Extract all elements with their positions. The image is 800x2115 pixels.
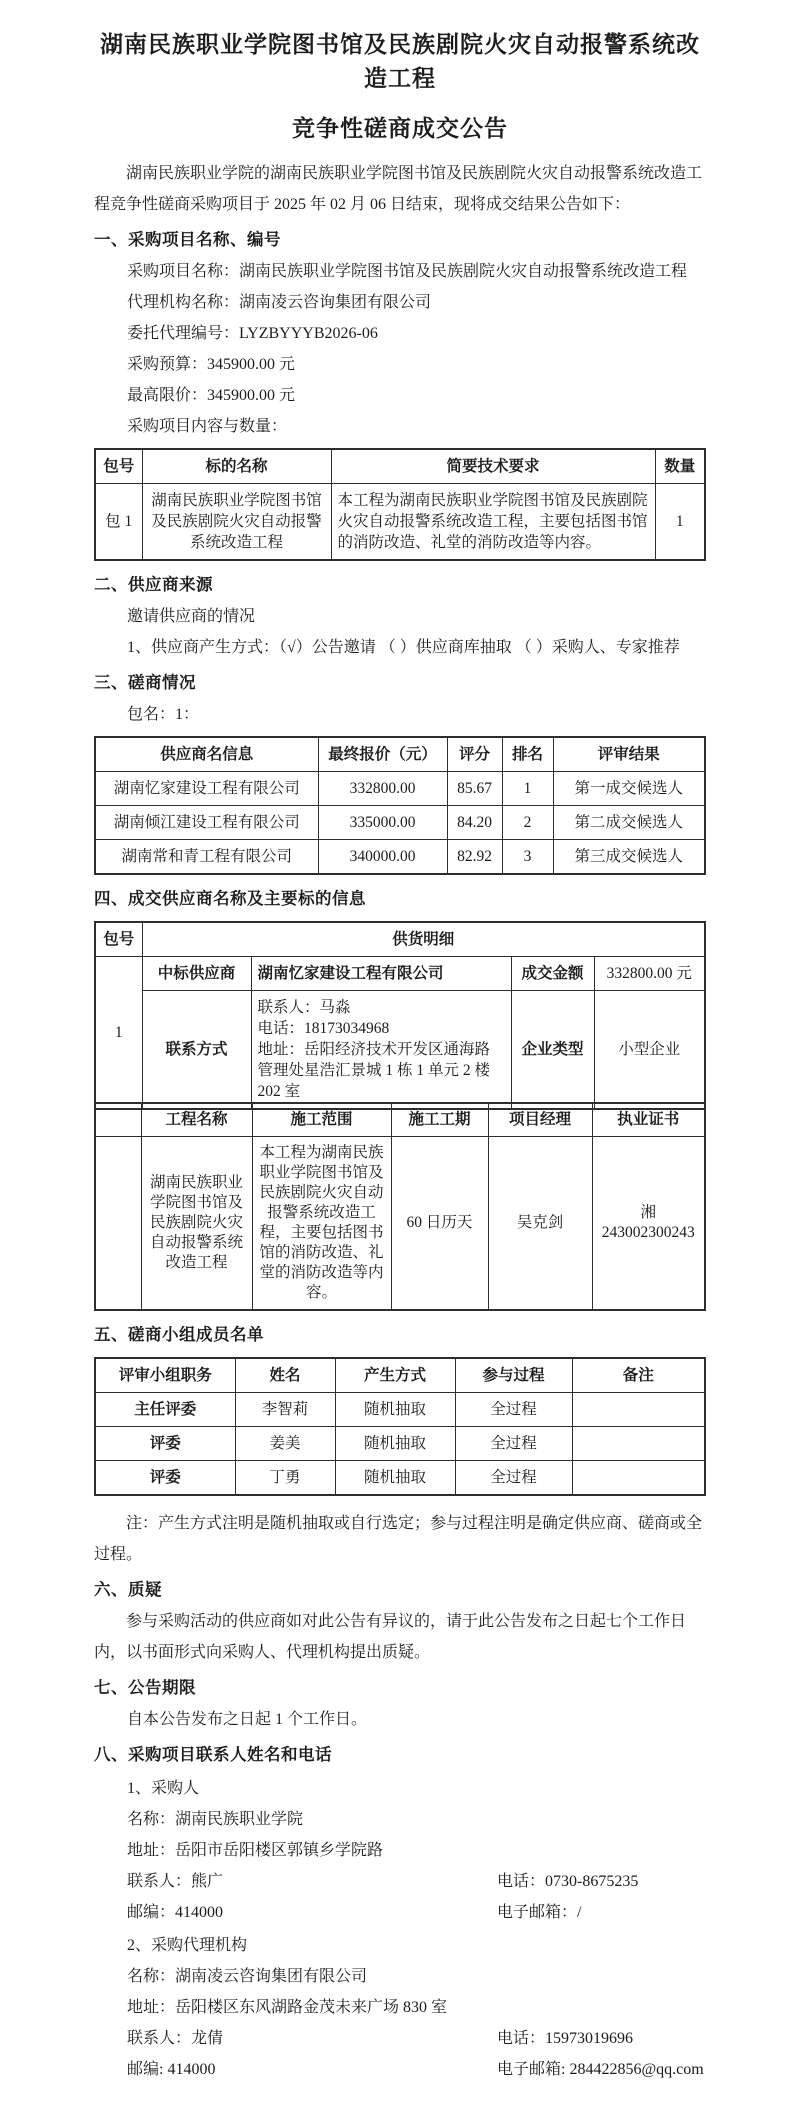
- winner-label: 中标供应商: [142, 957, 251, 991]
- project-name-line: 采购项目名称：湖南民族职业学院图书馆及民族剧院火灾自动报警系统改造工程: [127, 263, 688, 280]
- cell-price: 332800.00: [318, 772, 447, 806]
- section4-heading: 四、成交供应商名称及主要标的信息: [94, 889, 366, 908]
- cell-supplier: 湖南常和青工程有限公司: [95, 840, 318, 875]
- query-paragraph: 参与采购活动的供应商如对此公告有异议的，请于此公告发布之日起七个工作日内，以书面形式向采购人、代理机构提出质疑。: [94, 1613, 687, 1661]
- col-header-score: 评分: [447, 737, 502, 772]
- table-row: [95, 772, 705, 806]
- cell-certificate: 湘243002300243: [592, 1137, 705, 1311]
- cell-score: 84.20: [447, 806, 502, 840]
- table-row: [95, 840, 705, 875]
- project-content-table: [94, 448, 706, 561]
- cell-score: 85.67: [447, 772, 502, 806]
- table-cell-package: 包 1: [95, 484, 142, 561]
- col-header-requirements: 简要技术要求: [331, 449, 655, 484]
- table-header-row: [95, 922, 705, 957]
- table-cell-subject: 湖南民族职业学院图书馆及民族剧院火灾自动报警系统改造工程: [142, 484, 331, 561]
- table-row: [95, 1393, 705, 1427]
- col-header-remark: 备注: [572, 1358, 705, 1393]
- cell-price: 335000.00: [318, 806, 447, 840]
- table-row: [95, 991, 705, 1110]
- purchaser-name: 名称：湖南民族职业学院: [127, 1811, 304, 1828]
- table-row: [95, 957, 705, 991]
- amount-value: 332800.00 元: [594, 957, 705, 991]
- table-row: [95, 1461, 705, 1496]
- section1-heading: 一、采购项目名称、编号: [94, 230, 281, 249]
- contact-row-right: [497, 1992, 706, 2023]
- col-header-duration: 施工工期: [391, 1103, 488, 1137]
- agency-zip: 邮编: 414000: [127, 2061, 216, 2078]
- agency-contact-block: [94, 1930, 706, 2085]
- enterprise-type-value: 小型企业: [594, 991, 705, 1110]
- cell-price: 340000.00: [318, 840, 447, 875]
- table-header-row: [95, 449, 705, 484]
- intro-paragraph: 湖南民族职业学院的湖南民族职业学院图书馆及民族剧院火灾自动报警系统改造工程竞争性磋商采购项目于 2025 年 02 月 06 日结束，现将成交结果公告如下：: [94, 165, 703, 213]
- col-header-rank: 排名: [502, 737, 553, 772]
- agency-email: 电子邮箱: 284422856@qq.com: [497, 2061, 704, 2078]
- col-header-supply-detail: 供货明细: [142, 922, 705, 957]
- amount-label: 成交金额: [511, 957, 594, 991]
- col-header-participation: 参与过程: [455, 1358, 572, 1393]
- winner-name: 湖南忆家建设工程有限公司: [251, 957, 511, 991]
- col-header-certificate: 执业证书: [592, 1103, 705, 1137]
- announcement-period-line: 自本公告发布之日起 1 个工作日。: [127, 1711, 368, 1728]
- col-header-selection-method: 产生方式: [335, 1358, 455, 1393]
- cell-supplier: 湖南倾江建设工程有限公司: [95, 806, 318, 840]
- contact-address: 地址：岳阳经济技术开发区通海路管理处星浩汇景城 1 栋 1 单元 2 楼 202 室: [257, 1041, 491, 1100]
- cell-participation: 全过程: [455, 1461, 572, 1496]
- contact-row: [94, 2023, 706, 2054]
- agency-phone: 电话：15973019696: [497, 2030, 634, 2047]
- document-title-line2: 竞争性磋商成交公告: [292, 116, 508, 142]
- cell-result: 第二成交候选人: [553, 806, 705, 840]
- cell-remark: [572, 1461, 705, 1496]
- contact-row-right: [497, 1961, 706, 1992]
- agency-name: 名称：湖南凌云咨询集团有限公司: [127, 1968, 368, 1985]
- col-header-quantity: 数量: [655, 449, 705, 484]
- contact-row: [94, 1897, 706, 1928]
- winner-info-table: [94, 921, 706, 1110]
- col-header-review-result: 评审结果: [553, 737, 705, 772]
- panel-note: 注：产生方式注明是随机抽取或自行选定；参与过程注明是确定供应商、磋商或全过程。: [94, 1515, 703, 1563]
- package-name-line: 包名：1：: [127, 706, 200, 723]
- col-header-package: 包号: [95, 922, 142, 957]
- cell-method: 随机抽取: [335, 1461, 455, 1496]
- review-panel-table: [94, 1357, 706, 1496]
- cell-role: 评委: [95, 1427, 235, 1461]
- cell-result: 第一成交候选人: [553, 772, 705, 806]
- budget-line: 采购预算：345900.00 元: [127, 356, 296, 373]
- cell-project-name: 湖南民族职业学院图书馆及民族剧院火灾自动报警系统改造工程: [141, 1137, 252, 1311]
- cell-participation: 全过程: [455, 1427, 572, 1461]
- table-row: [95, 806, 705, 840]
- section5-heading: 五、磋商小组成员名单: [94, 1325, 264, 1344]
- table-row: [95, 484, 705, 561]
- section6-heading: 六、质疑: [94, 1580, 162, 1599]
- cell-supplier: 湖南忆家建设工程有限公司: [95, 772, 318, 806]
- contact-row: [94, 1992, 706, 2023]
- cell-method: 随机抽取: [335, 1427, 455, 1461]
- cell-empty: [95, 1103, 141, 1137]
- contact-label: 联系方式: [142, 991, 251, 1110]
- purchaser-phone: 电话：0730-8675235: [497, 1873, 639, 1890]
- cell-result: 第三成交候选人: [553, 840, 705, 875]
- negotiation-result-table: [94, 736, 706, 875]
- contact-row: [94, 1835, 706, 1866]
- col-header-supplier: 供应商名信息: [95, 737, 318, 772]
- section7-heading: 七、公告期限: [94, 1678, 196, 1697]
- cell-role: 评委: [95, 1461, 235, 1496]
- cell-name: 姜美: [235, 1427, 335, 1461]
- col-header-manager: 项目经理: [488, 1103, 592, 1137]
- cell-role: 主任评委: [95, 1393, 235, 1427]
- cell-package-number: 1: [95, 957, 142, 1110]
- agency-contact-person: 联系人：龙倩: [127, 2030, 224, 2047]
- cell-rank: 1: [502, 772, 553, 806]
- contact-phone: 电话：18173034968: [257, 1020, 390, 1037]
- section3-heading: 三、磋商情况: [94, 673, 196, 692]
- project-detail-table: [94, 1102, 706, 1311]
- table-header-row: [95, 737, 705, 772]
- content-quantity-label: 采购项目内容与数量：: [127, 418, 288, 435]
- cell-score: 82.92: [447, 840, 502, 875]
- cell-remark: [572, 1393, 705, 1427]
- cell-name: 丁勇: [235, 1461, 335, 1496]
- purchaser-address: 地址：岳阳市岳阳楼区郭镇乡学院路: [127, 1842, 384, 1859]
- agency-name-line: 代理机构名称：湖南凌云咨询集团有限公司: [127, 294, 432, 311]
- col-header-role: 评审小组职务: [95, 1358, 235, 1393]
- cell-scope: 本工程为湖南民族职业学院图书馆及民族剧院火灾自动报警系统改造工程，主要包括图书馆的消防改造、礼堂的消防改造等内容。: [252, 1137, 391, 1311]
- contact-row: [94, 1866, 706, 1897]
- table-cell-quantity: 1: [655, 484, 705, 561]
- cell-empty: [95, 1137, 141, 1311]
- cell-remark: [572, 1427, 705, 1461]
- section2-heading: 二、供应商来源: [94, 575, 213, 594]
- cell-rank: 2: [502, 806, 553, 840]
- section8-heading: 八、采购项目联系人姓名和电话: [94, 1745, 332, 1764]
- cell-manager: 吴克剑: [488, 1137, 592, 1311]
- cell-duration: 60 日历天: [391, 1137, 488, 1311]
- max-price-line: 最高限价：345900.00 元: [127, 387, 296, 404]
- enterprise-type-label: 企业类型: [511, 991, 594, 1110]
- cell-method: 随机抽取: [335, 1393, 455, 1427]
- table-header-row: [95, 1358, 705, 1393]
- contact-row-right: [497, 1804, 706, 1835]
- contact-row: [94, 2054, 706, 2085]
- col-header-name: 姓名: [235, 1358, 335, 1393]
- purchaser-contact-block: [94, 1773, 706, 1928]
- col-header-package: 包号: [95, 449, 142, 484]
- cell-rank: 3: [502, 840, 553, 875]
- table-row: [95, 1137, 705, 1311]
- contact-row: [94, 1961, 706, 1992]
- col-header-subject: 标的名称: [142, 449, 331, 484]
- supplier-source-line: 1、供应商产生方式：（√）公告邀请 （ ）供应商库抽取 （ ）采购人、专家推荐: [127, 639, 680, 656]
- col-header-project-name: 工程名称: [141, 1103, 252, 1137]
- cell-participation: 全过程: [455, 1393, 572, 1427]
- contact-row: [94, 1804, 706, 1835]
- contact-details: [251, 991, 511, 1110]
- agency-ref-line: 委托代理编号：LYZBYYYB2026-06: [127, 325, 378, 342]
- purchaser-contact-person: 联系人：熊广: [127, 1873, 224, 1890]
- contact-row-right: [497, 1835, 706, 1866]
- table-cell-requirements: 本工程为湖南民族职业学院图书馆及民族剧院火灾自动报警系统改造工程，主要包括图书馆的消防改造、礼堂的消防改造等内容。: [331, 484, 655, 561]
- purchaser-email: 电子邮箱：/: [497, 1904, 582, 1921]
- purchaser-zip: 邮编：414000: [127, 1904, 224, 1921]
- invite-suppliers-line: 邀请供应商的情况: [127, 608, 256, 625]
- cell-name: 李智莉: [235, 1393, 335, 1427]
- contact-person: 联系人：马淼: [257, 999, 351, 1016]
- table-header-row: [95, 1103, 705, 1137]
- document-title-line1: 湖南民族职业学院图书馆及民族剧院火灾自动报警系统改造工程: [100, 32, 700, 92]
- table-row: [95, 1427, 705, 1461]
- agency-address: 地址：岳阳楼区东风湖路金茂未来广场 830 室: [127, 1999, 448, 2016]
- col-header-scope: 施工范围: [252, 1103, 391, 1137]
- agency-title: 2、采购代理机构: [127, 1937, 248, 1954]
- purchaser-title: 1、采购人: [127, 1780, 200, 1797]
- col-header-final-price: 最终报价（元）: [318, 737, 447, 772]
